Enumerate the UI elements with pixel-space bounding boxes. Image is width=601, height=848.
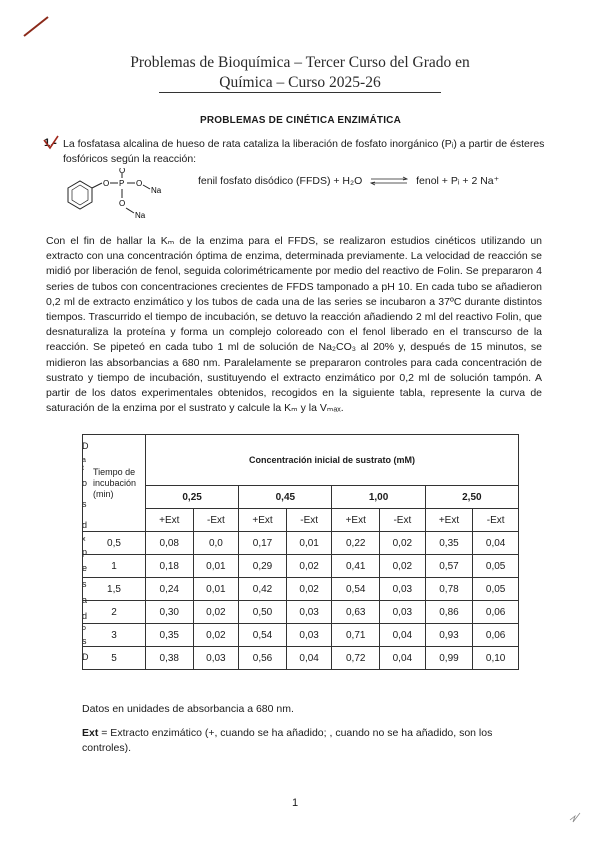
ext-text: = Extracto enzimático (+, cuando se ha añadido; , cuando no se ha añadido, son los controles).: [82, 727, 493, 754]
value-cell: 0,10: [473, 647, 519, 670]
data-table: [82, 434, 519, 670]
equilibrium-arrows-icon: [369, 176, 409, 186]
check-mark-icon: [42, 134, 60, 152]
value-cell: 0,08: [146, 532, 194, 555]
value-cell: 0,02: [380, 532, 426, 555]
value-cell: 0,29: [239, 555, 287, 578]
value-cell: 0,0: [193, 532, 239, 555]
sub-ext-minus: -Ext: [473, 509, 519, 532]
sub-ext-plus: +Ext: [239, 509, 287, 532]
value-cell: 0,05: [473, 578, 519, 601]
phenyl-phosphate-structure: [58, 168, 178, 228]
value-cell: 0,35: [425, 532, 473, 555]
value-cell: 0,06: [473, 601, 519, 624]
value-cell: 0,54: [239, 624, 287, 647]
value-cell: 0,02: [286, 555, 332, 578]
problem-intro: La fosfatasa alcalina de hueso de rata cataliza la liberación de fosfato inorgánico (Pᵢ) a partir de ésteres fosfóricos según la reacción:: [63, 138, 545, 165]
sub-ext-minus: -Ext: [193, 509, 239, 532]
ext-label: Ext: [82, 727, 99, 739]
time-cell: 1: [83, 555, 146, 578]
value-cell: 0,18: [146, 555, 194, 578]
value-cell: 0,01: [193, 578, 239, 601]
svg-text:O: O: [119, 168, 126, 175]
absorbance-note: Datos en unidades de absorbancia a 680 nm.: [82, 703, 294, 715]
value-cell: 0,01: [193, 555, 239, 578]
value-cell: 0,17: [239, 532, 287, 555]
pen-mark-icon: [22, 14, 50, 38]
time-cell: 3: [83, 624, 146, 647]
svg-text:O: O: [136, 179, 143, 188]
value-cell: 0,35: [146, 624, 194, 647]
time-cell: 2: [83, 601, 146, 624]
page-title-line2: Química – Curso 2025-26: [70, 73, 530, 92]
scan-mark-icon: [568, 810, 582, 824]
ext-legend: [82, 726, 542, 756]
value-cell: 0,03: [193, 647, 239, 670]
value-cell: 0,41: [332, 555, 380, 578]
value-cell: 0,03: [380, 601, 426, 624]
side-letters: D a t o s d x p e s a d o s D: [82, 441, 89, 662]
value-cell: 0,02: [193, 601, 239, 624]
value-cell: 0,42: [239, 578, 287, 601]
table-row: [83, 578, 519, 601]
svg-text:Na: Na: [135, 211, 146, 220]
value-cell: 0,71: [332, 624, 380, 647]
sub-ext-minus: -Ext: [286, 509, 332, 532]
section-subtitle: PROBLEMAS DE CINÉTICA ENZIMÁTICA: [199, 115, 402, 126]
svg-text:O: O: [103, 179, 110, 188]
svg-text:O: O: [119, 199, 126, 208]
conc-0: 0,25: [146, 486, 239, 509]
value-cell: 0,56: [239, 647, 287, 670]
table-row: [83, 532, 519, 555]
value-cell: 0,63: [332, 601, 380, 624]
value-cell: 0,54: [332, 578, 380, 601]
value-cell: 0,72: [332, 647, 380, 670]
value-cell: 0,02: [380, 555, 426, 578]
value-cell: 0,04: [380, 647, 426, 670]
value-cell: 0,22: [332, 532, 380, 555]
value-cell: 0,50: [239, 601, 287, 624]
problem-description: Con el fin de hallar la Kₘ de la enzima para el FFDS, se realizaron estudios cinéticos utilizando un extracto con una concentración óptima de enzima, determinada previamente. La velocidad de reacción se midió por liberación de fenol, seguida colorimétricamente por medio del reactivo de Folin. Se prepararon 4 series de tubos con concentraciones crecientes de FFDS tamponado a pH 10. En cada tubo se añadieron 0,2 ml de extracto enzimático y los tubos de cada una de las series se incubaron a 37ºC durante distintos tiempos. Trascurrido el tiempo de incubación, se detuvo la reacción añadiendo 2 ml del reactivo Folin, que desnaturaliza la proteína y forma un complejo coloreado con el fenol liberado en el transcurso de la reacción. Se pipeteó en cada tubo 1 ml de solución de Na₂CO₃ al 20% y, después de 15 minutos, se midieron las absorbancias a 680 nm. Paralelamente se prepararon controles para cada concentración de sustrato y tiempo de incubación, sustituyendo el extracto enzimático por 0,2 ml de solución tampón. A partir de los datos experimentales obtenidos, recogidos en la siguiente tabla, represente la curva de saturación de la enzima por el sustrato y calcule la Kₘ y la Vₘₐₓ.: [46, 235, 542, 415]
value-cell: 0,04: [286, 647, 332, 670]
time-cell: 1,5: [83, 578, 146, 601]
page-title-line1: Problemas de Bioquímica – Tercer Curso del Grado en: [130, 54, 470, 71]
time-cell: 0,5: [83, 532, 146, 555]
value-cell: 0,93: [425, 624, 473, 647]
table-header-row: [83, 435, 519, 486]
value-cell: 0,24: [146, 578, 194, 601]
value-cell: 0,86: [425, 601, 473, 624]
value-cell: 0,04: [473, 532, 519, 555]
conc-1: 0,45: [239, 486, 332, 509]
sub-ext-plus: +Ext: [425, 509, 473, 532]
value-cell: 0,03: [286, 601, 332, 624]
value-cell: 0,04: [380, 624, 426, 647]
subheader-row: [83, 509, 519, 532]
value-cell: 0,02: [193, 624, 239, 647]
reaction-equation: fenil fosfato disódico (FFDS) + H₂O fenol + Pᵢ + 2 Na⁺: [198, 175, 500, 187]
concentration-row: [83, 486, 519, 509]
concentration-header: Concentración inicial de sustrato (mM): [146, 435, 519, 486]
table-row: [83, 624, 519, 647]
conc-2: 1,00: [332, 486, 425, 509]
value-cell: 0,38: [146, 647, 194, 670]
table-row: [83, 647, 519, 670]
time-header: Tiempo de incubación (min): [83, 435, 146, 532]
value-cell: 0,03: [380, 578, 426, 601]
page-number: 1: [292, 797, 299, 809]
sub-ext-minus: -Ext: [380, 509, 426, 532]
conc-3: 2,50: [425, 486, 518, 509]
table-row: [83, 601, 519, 624]
value-cell: 0,01: [286, 532, 332, 555]
table-row: [83, 555, 519, 578]
value-cell: 0,06: [473, 624, 519, 647]
time-cell: 5: [83, 647, 146, 670]
svg-text:P: P: [119, 179, 125, 188]
value-cell: 0,05: [473, 555, 519, 578]
problem-number: 1.-: [44, 137, 57, 149]
value-cell: 0,02: [286, 578, 332, 601]
sub-ext-plus: +Ext: [146, 509, 194, 532]
value-cell: 0,78: [425, 578, 473, 601]
value-cell: 0,03: [286, 624, 332, 647]
sub-ext-plus: +Ext: [332, 509, 380, 532]
value-cell: 0,30: [146, 601, 194, 624]
value-cell: 0,57: [425, 555, 473, 578]
svg-text:Na: Na: [151, 186, 162, 195]
value-cell: 0,99: [425, 647, 473, 670]
